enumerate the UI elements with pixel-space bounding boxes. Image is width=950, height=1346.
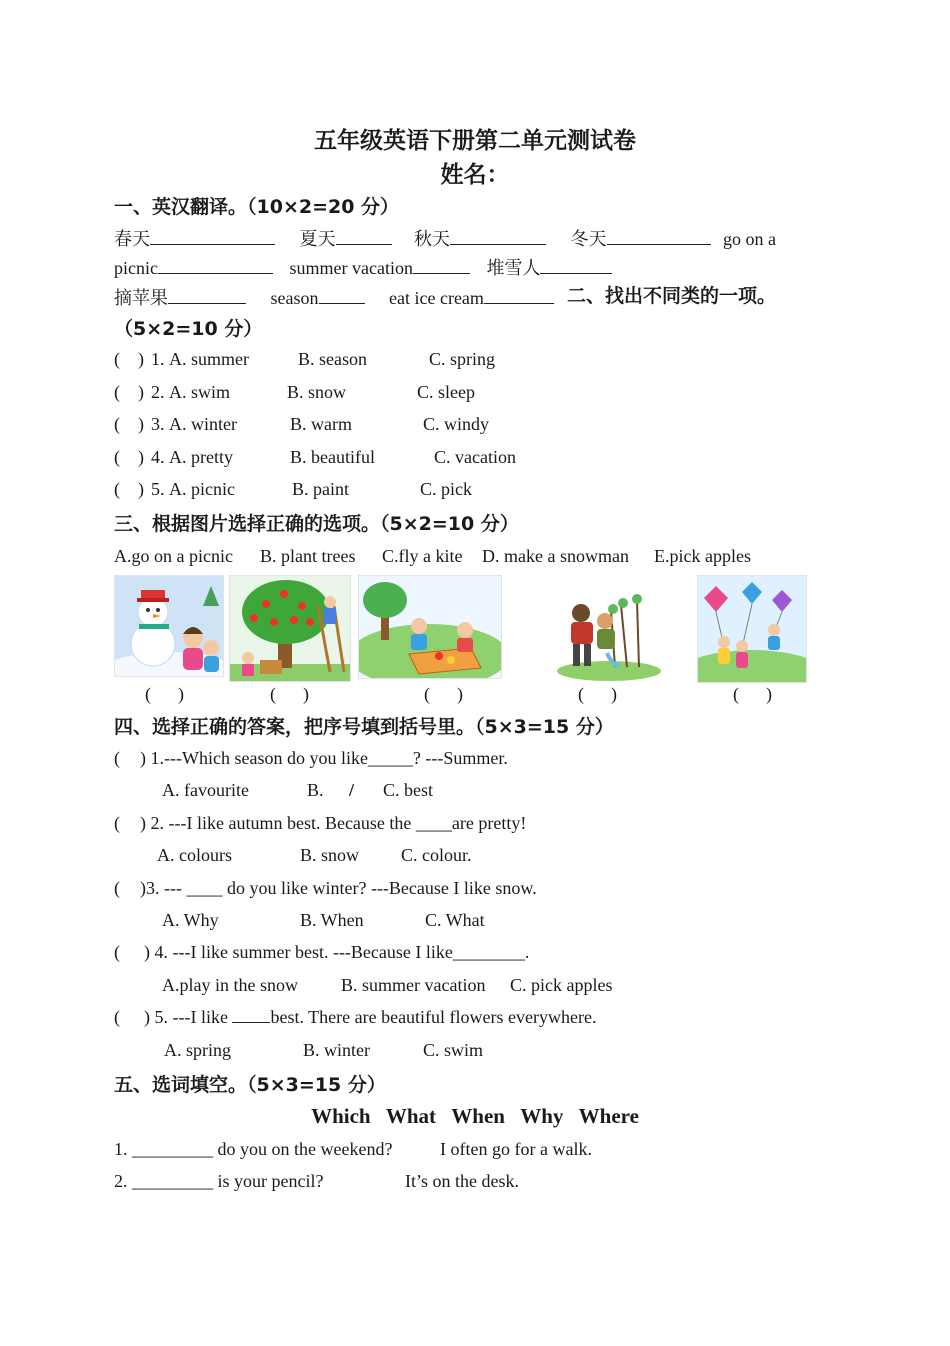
option-b: B. — [307, 780, 324, 800]
section1-row-3 — [114, 284, 554, 310]
answer-blank[interactable] — [150, 230, 275, 245]
section1-row-1 — [114, 225, 776, 251]
snowman-picture — [114, 575, 224, 677]
option-a: A. pretty — [169, 447, 233, 467]
item-go-on-a: go on a — [723, 229, 776, 249]
picnic-picture — [358, 575, 502, 679]
section1-heading: 一、英汉翻译。（10×2=20 分） — [114, 196, 400, 218]
answer-blank[interactable] — [540, 259, 612, 274]
option-plant-trees: B. plant trees — [260, 546, 356, 566]
option-a: A.play in the snow — [162, 975, 298, 995]
item-spring: 春天 — [114, 229, 150, 249]
option-a: A. summer — [169, 349, 249, 369]
item-winter: 冬天 — [570, 229, 607, 249]
answer-blank[interactable] — [158, 259, 273, 274]
section1-row-2 — [114, 254, 612, 280]
option-b: B. snow — [287, 382, 347, 402]
name-label: 姓名： — [440, 161, 510, 188]
option-b: B. season — [298, 349, 367, 369]
option-c: C. spring — [429, 349, 496, 369]
option-b: B. winter — [303, 1040, 370, 1060]
option-c: C. colour. — [401, 845, 472, 865]
answer-paren[interactable]: ( ) — [424, 684, 463, 704]
answer-blank[interactable] — [450, 230, 546, 245]
item-summer: 夏天 — [299, 229, 336, 249]
worksheet-title: 五年级英语下册第二单元测试卷 — [314, 127, 636, 154]
option-a: A. favourite — [162, 780, 249, 800]
option-c: C. What — [425, 910, 485, 930]
item-autumn: 秋天 — [414, 229, 450, 249]
answer-blank[interactable] — [607, 230, 711, 245]
item-pick-apples: 摘苹果 — [114, 288, 168, 308]
answer-paren[interactable]: ( ) — [733, 684, 772, 704]
option-pick-apples: E.pick apples — [654, 546, 751, 566]
word-where: Where — [578, 1104, 639, 1128]
option-b: B. snow — [300, 845, 360, 865]
option-a: A. winter — [169, 414, 237, 434]
item-eat-ice-cream: eat ice cream — [389, 288, 484, 308]
answer-blank[interactable] — [168, 289, 246, 304]
worksheet-page: 五年级英语下册第二单元测试卷 姓名： 一、英汉翻译。（10×2=20 分） 春天 夏天 秋天 冬天 go on a picnic summer vacation 堆雪人 摘苹果 season eat ice cream 二、找出不同类的一项。 （5×2=10 分） ( ) 1. A. summer B. season C. spring ( ) 2. A. swim B. snow C. sleep ( ) 3. A. winter B. warm C. windy ( ) 4. A. pretty B. beautiful C. vacation ( ) 5. A. picnic B. paint C. pick 三、根据图片选择正确的选项。（5×2=10 分） A.go on a picnic B. plant trees C.fly a kite D. make a snowman E.pick apples ( ) ( ) ( ) ( ) ( ) 四、选择正确的答案，把序号填到括号里。（5×3=15 分） ( ) 1.---Which season do you like_____? ---Summer. A. favourite B. / C. best ( ) 2. ---I like autumn best. Because the ____are pretty! A. colours B. snow C. colour. ( )3. --- ____ do you like winter? ---Because I like snow. A. Why B. When C. What ( ) 4. ---I like summer best. ---Because I like________. A.play in the snow B. summer vacation C. pick apples ( ) 5. ---I like best. There are beautiful flowers everywhere. A. spring B. winter C. swim 五、选词填空。（5×3=15 分） Which What When Why Where 1. _________ do you on the weekend? I often go for a walk. 2. _________ is your pencil? It’s on the desk. — [0, 0, 950, 1346]
option-fly-a-kite: C.fly a kite — [382, 546, 463, 566]
word-why: Why — [520, 1104, 564, 1128]
option-a: A. swim — [169, 382, 231, 402]
answer-paren[interactable]: ( ) — [270, 684, 309, 704]
option-c: C. vacation — [434, 447, 516, 467]
section3-heading: 三、根据图片选择正确的选项。（5×2=10 分） — [114, 513, 519, 535]
section2-heading: 二、找出不同类的一项。 — [567, 285, 777, 307]
section2-score: （5×2=10 分） — [114, 318, 263, 340]
item-summer-vacation: summer vacation — [289, 258, 413, 278]
answer-paren[interactable]: ( ) — [145, 684, 184, 704]
answer-blank[interactable] — [413, 259, 470, 274]
option-go-on-a-picnic: A.go on a picnic — [114, 546, 233, 566]
option-a: A. spring — [164, 1040, 231, 1060]
option-b: B. warm — [290, 414, 352, 434]
planting-trees-picture — [551, 591, 661, 683]
answer-paren[interactable]: ( ) — [578, 684, 617, 704]
word-when: When — [451, 1104, 505, 1128]
option-c: C. pick — [420, 479, 472, 499]
answer-blank[interactable] — [319, 289, 365, 304]
option-b: B. paint — [292, 479, 349, 499]
option-b: B. When — [300, 910, 364, 930]
word-which: Which — [311, 1104, 371, 1128]
apple-tree-picture — [229, 575, 351, 682]
option-c: C. pick apples — [510, 975, 613, 995]
option-c: C. windy — [423, 414, 490, 434]
answer-blank[interactable] — [232, 1008, 270, 1023]
option-a: A. colours — [157, 845, 232, 865]
option-a: A. picnic — [169, 479, 235, 499]
word-bank — [0, 1104, 950, 1129]
section4-heading: 四、选择正确的答案，把序号填到括号里。（5×3=15 分） — [114, 716, 614, 738]
option-make-a-snowman: D. make a snowman — [482, 546, 629, 566]
option-b-slash: / — [349, 780, 355, 800]
item-picnic: picnic — [114, 258, 158, 278]
option-c: C. sleep — [417, 382, 475, 402]
section5-heading: 五、选词填空。（5×3=15 分） — [114, 1074, 386, 1096]
option-b: B. beautiful — [290, 447, 375, 467]
item-season: season — [270, 288, 319, 308]
option-a: A. Why — [162, 910, 219, 930]
item-make-snowman: 堆雪人 — [486, 258, 541, 278]
option-c: C. swim — [423, 1040, 484, 1060]
option-c: C. best — [383, 780, 434, 800]
answer-blank[interactable] — [484, 289, 554, 304]
kites-picture — [697, 575, 807, 683]
word-what: What — [385, 1104, 437, 1128]
option-b: B. summer vacation — [341, 975, 486, 995]
answer-blank[interactable] — [336, 230, 392, 245]
